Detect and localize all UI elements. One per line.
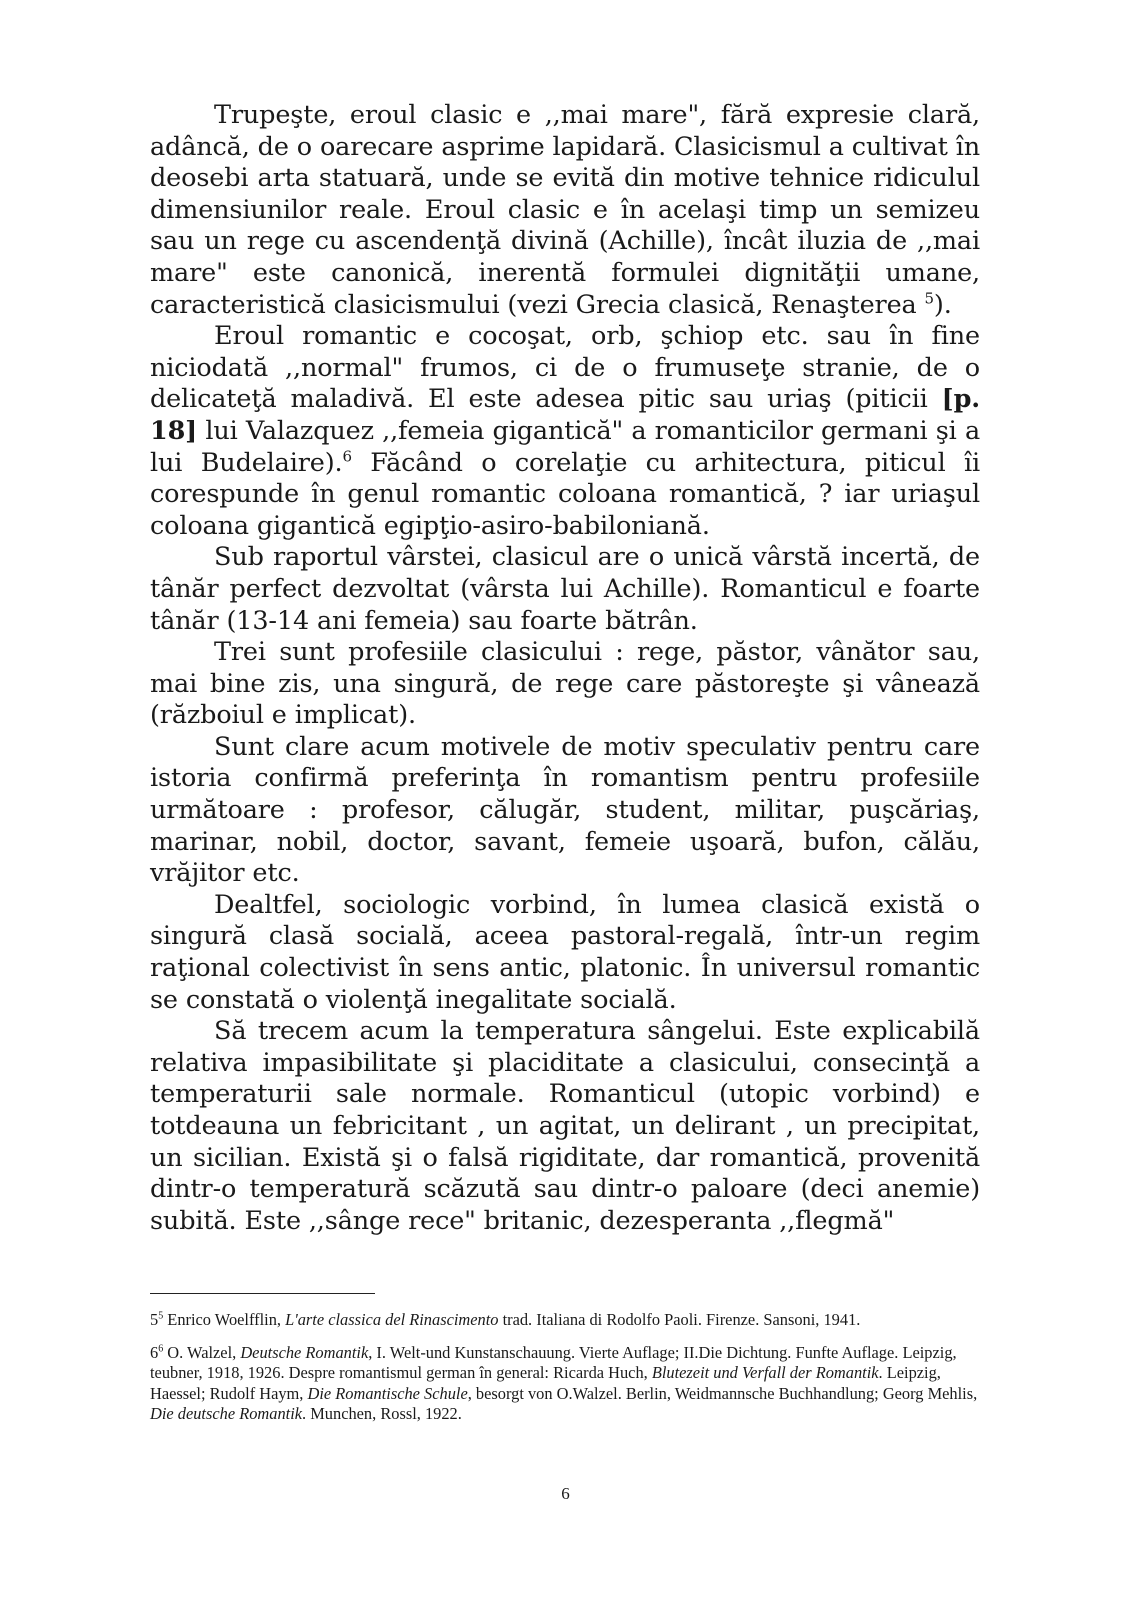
footnote-separator — [150, 1293, 375, 1294]
paragraph-text: Făcând o corelaţie cu arhitectura, piticul îi corespunde în genul romantic coloana romantică, ? iar uriaşul coloana gigantică egipţio-asiro-babiloniană. — [150, 447, 981, 541]
footnote-title: Deutsche Romantik — [240, 1342, 369, 1362]
footnote-title: L'arte classica del Rinascimento — [285, 1310, 499, 1329]
footnote-title: Blutezeit und Verfall der Romantik — [651, 1363, 879, 1382]
footnote-title: Die deutsche Romantik — [150, 1404, 303, 1423]
paragraph-text: Eroul romantic e cocoşat, orb, şchiop etc. sau în fine niciodată ,,normal" frumos, ci de o frumuseţe stranie, de o delicateţă maladivă. El este adesea pitic sau uriaş (piticii — [150, 321, 980, 415]
footnote-text: . Munchen, Rossl, 1922. — [302, 1404, 462, 1423]
footnote-ref[interactable]: 6 — [342, 447, 352, 466]
paragraph-2 — [150, 321, 980, 542]
footnote-5 — [150, 1310, 980, 1331]
paragraph-3: Sub raportul vârstei, clasicul are o unică vârstă incertă, de tânăr perfect dezvoltat (vârsta lui Achille). Romanticul e foarte tânăr (13-14 ani femeia) sau foarte bătrân. — [150, 542, 980, 636]
footnote-marker: 6 — [158, 1343, 164, 1355]
paragraph-1 — [150, 100, 980, 321]
page-number: 6 — [561, 1484, 570, 1503]
paragraph-5: Sunt clare acum motivele de motiv speculativ pentru care istoria confirmă preferinţa în romantism pentru profesiile următoare : profesor, călugăr, student, militar, puşcăriaş, marinar, nobil, doctor, savant, femeie uşoară, bufon, călău, vrăjitor etc. — [150, 731, 980, 889]
paragraph-4: Trei sunt profesiile clasicului : rege, păstor, vânător sau, mai bine zis, una singură, de rege care păstoreşte şi vânează (războiul e implicat). — [150, 637, 980, 731]
footnote-number: 5 — [150, 1310, 159, 1329]
footnote-text: O. Walzel, — [163, 1342, 241, 1362]
footnote-text: Enrico Woelfflin, — [163, 1310, 286, 1329]
page-body — [150, 100, 980, 1237]
paragraph-text: lui Valazquez ,,femeia gigantică" a romanticilor germani şi a lui Budelaire). — [150, 415, 980, 478]
paragraph-text: Trupeşte, eroul clasic e ,,mai mare", fără expresie clară, adâncă, de o oarecare asprime lapidară. Clasicismul a cultivat în deosebi arta statuară, unde se evită din motive tehnice ridiculul dimensiunilor reale. Eroul clasic e în acelaşi timp un semizeu sau un rege cu ascendenţă divină (Achille), încât iluzia de ,,mai mare" este canonică, inerentă formulei dignităţii umane, caracteristică clasicismului (vezi Grecia clasică, Renaşterea — [150, 100, 980, 320]
paragraph-7: Să trecem acum la temperatura sângelui. Este explicabilă relativa impasibilitate şi placiditate a clasicului, consecinţă a temperaturii sale normale. Romanticul (utopic vorbind) e totdeauna un febricitant , un agitat, un delirant , un precipitat, un sicilian. Există şi o falsă rigiditate, dar romantică, provenită dintr-o temperatură scăzută sau dintr-o paloare (deci anemie) subită. Este ,,sânge rece" britanic, dezesperanta ,,flegmă" — [150, 1016, 980, 1236]
footnote-text: , besorgt von O.Walzel. Berlin, Weidmannsche Buchhandlung; Georg Mehlis, — [467, 1383, 978, 1403]
paragraph-6: Dealtfel, sociologic vorbind, în lumea clasică există o singură clasă socială, aceea pastoral-regală, într-un regim raţional colectivist în sens antic, platonic. În universul romantic se constată o violenţă inegalitate socială. — [150, 889, 980, 1015]
footnote-ref[interactable]: 5 — [924, 289, 934, 308]
footnote-text: , I. Welt-und Kunstanschauung. Vierte Auflage; II.Die Dichtung. Funfte Auflage. Leipzig, teubner, 1918, 1926. Despre romantismul german în general: Ricarda Huch, — [150, 1342, 957, 1382]
footnote-text: trad. Italiana di Rodolfo Paoli. Firenze. Sansoni, 1941. — [498, 1310, 861, 1329]
page-marker: [p. 18] — [150, 384, 980, 446]
footnote-marker: 5 — [158, 1310, 164, 1322]
paragraph-text: ). — [933, 289, 952, 320]
footnote-title: Die Romantische Schule — [307, 1383, 468, 1403]
footnotes — [150, 1310, 980, 1437]
footnote-number: 6 — [150, 1342, 159, 1362]
footnote-6 — [150, 1343, 980, 1425]
footnote-text: . Leipzig, Haessel; Rudolf Haym, — [150, 1363, 941, 1403]
